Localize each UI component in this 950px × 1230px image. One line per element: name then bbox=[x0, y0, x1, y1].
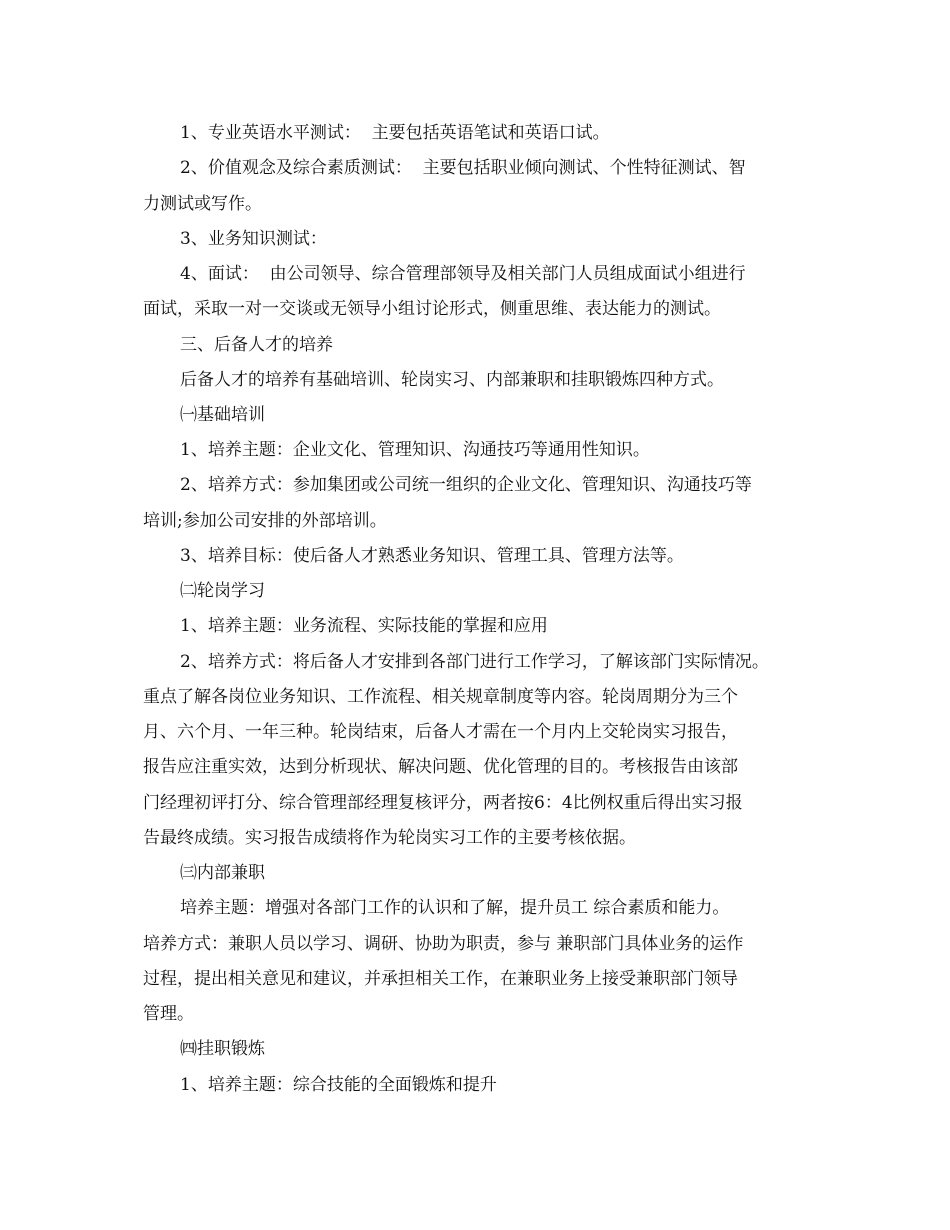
text-line: 面试，采取一对一交谈或无领导小组讨论形式，侧重思维、表达能力的测试。 bbox=[143, 299, 721, 319]
subsection-heading: ㈡轮岗学习 bbox=[180, 581, 265, 601]
text-line: 告最终成绩。实习报告成绩将作为轮岗实习工作的主要考核依据。 bbox=[143, 828, 636, 848]
text-line: 重点了解各岗位业务知识、工作流程、相关规章制度等内容。轮岗周期分为三个 bbox=[143, 687, 738, 707]
text-line: 3、培养目标：使后备人才熟悉业务知识、管理工具、管理方法等。 bbox=[180, 546, 684, 566]
text-line: 4、面试： 由公司领导、综合管理部领导及相关部门人员组成面试小组进行 bbox=[180, 264, 746, 284]
text-line: 管理。 bbox=[143, 1004, 194, 1024]
text-line: 2、培养方式：将后备人才安排到各部门进行工作学习，了解该部门实际情况。 bbox=[180, 652, 769, 672]
text-line: 月、六个月、一年三种。轮岗结束，后备人才需在一个月内上交轮岗实习报告， bbox=[143, 722, 738, 742]
section-heading: 三、后备人才的培养 bbox=[180, 335, 333, 355]
text-line: 培训;参加公司安排的外部培训。 bbox=[143, 511, 387, 531]
text-line: 1、培养主题：企业文化、管理知识、沟通技巧等通用性知识。 bbox=[180, 440, 650, 460]
text-line: 门经理初评打分、综合管理部经理复核评分，两者按6：4比例权重后得出实习报 bbox=[143, 793, 743, 813]
subsection-heading: ㈣挂职锻炼 bbox=[180, 1039, 265, 1059]
text-line: 1、培养主题：综合技能的全面锻炼和提升 bbox=[180, 1075, 497, 1095]
text-line: 后备人才的培养有基础培训、轮岗实习、内部兼职和挂职锻炼四种方式。 bbox=[180, 370, 724, 390]
text-line: 1、培养主题：业务流程、实际技能的掌握和应用 bbox=[180, 616, 548, 636]
text-line: 2、价值观念及综合素质测试： 主要包括职业倾向测试、个性特征测试、智 bbox=[180, 158, 746, 178]
text-line: 1、专业英语水平测试： 主要包括英语笔试和英语口试。 bbox=[180, 123, 610, 143]
text-line: 2、培养方式：参加集团或公司统一组织的企业文化、管理知识、沟通技巧等 bbox=[180, 475, 752, 495]
subsection-heading: ㈢内部兼职 bbox=[180, 863, 265, 883]
text-line: 培养主题：增强对各部门工作的认识和了解，提升员工 综合素质和能力。 bbox=[180, 898, 730, 918]
text-line: 力测试或写作。 bbox=[143, 194, 262, 214]
text-line: 过程，提出相关意见和建议，并承担相关工作，在兼职业务上接受兼职部门领导 bbox=[143, 969, 738, 989]
text-line: 报告应注重实效，达到分析现状、解决问题、优化管理的目的。考核报告由该部 bbox=[143, 757, 738, 777]
subsection-heading: ㈠基础培训 bbox=[180, 405, 265, 425]
text-line: 培养方式：兼职人员以学习、调研、协助为职责，参与 兼职部门具体业务的运作 bbox=[143, 934, 744, 954]
text-line: 3、业务知识测试： bbox=[180, 229, 327, 249]
